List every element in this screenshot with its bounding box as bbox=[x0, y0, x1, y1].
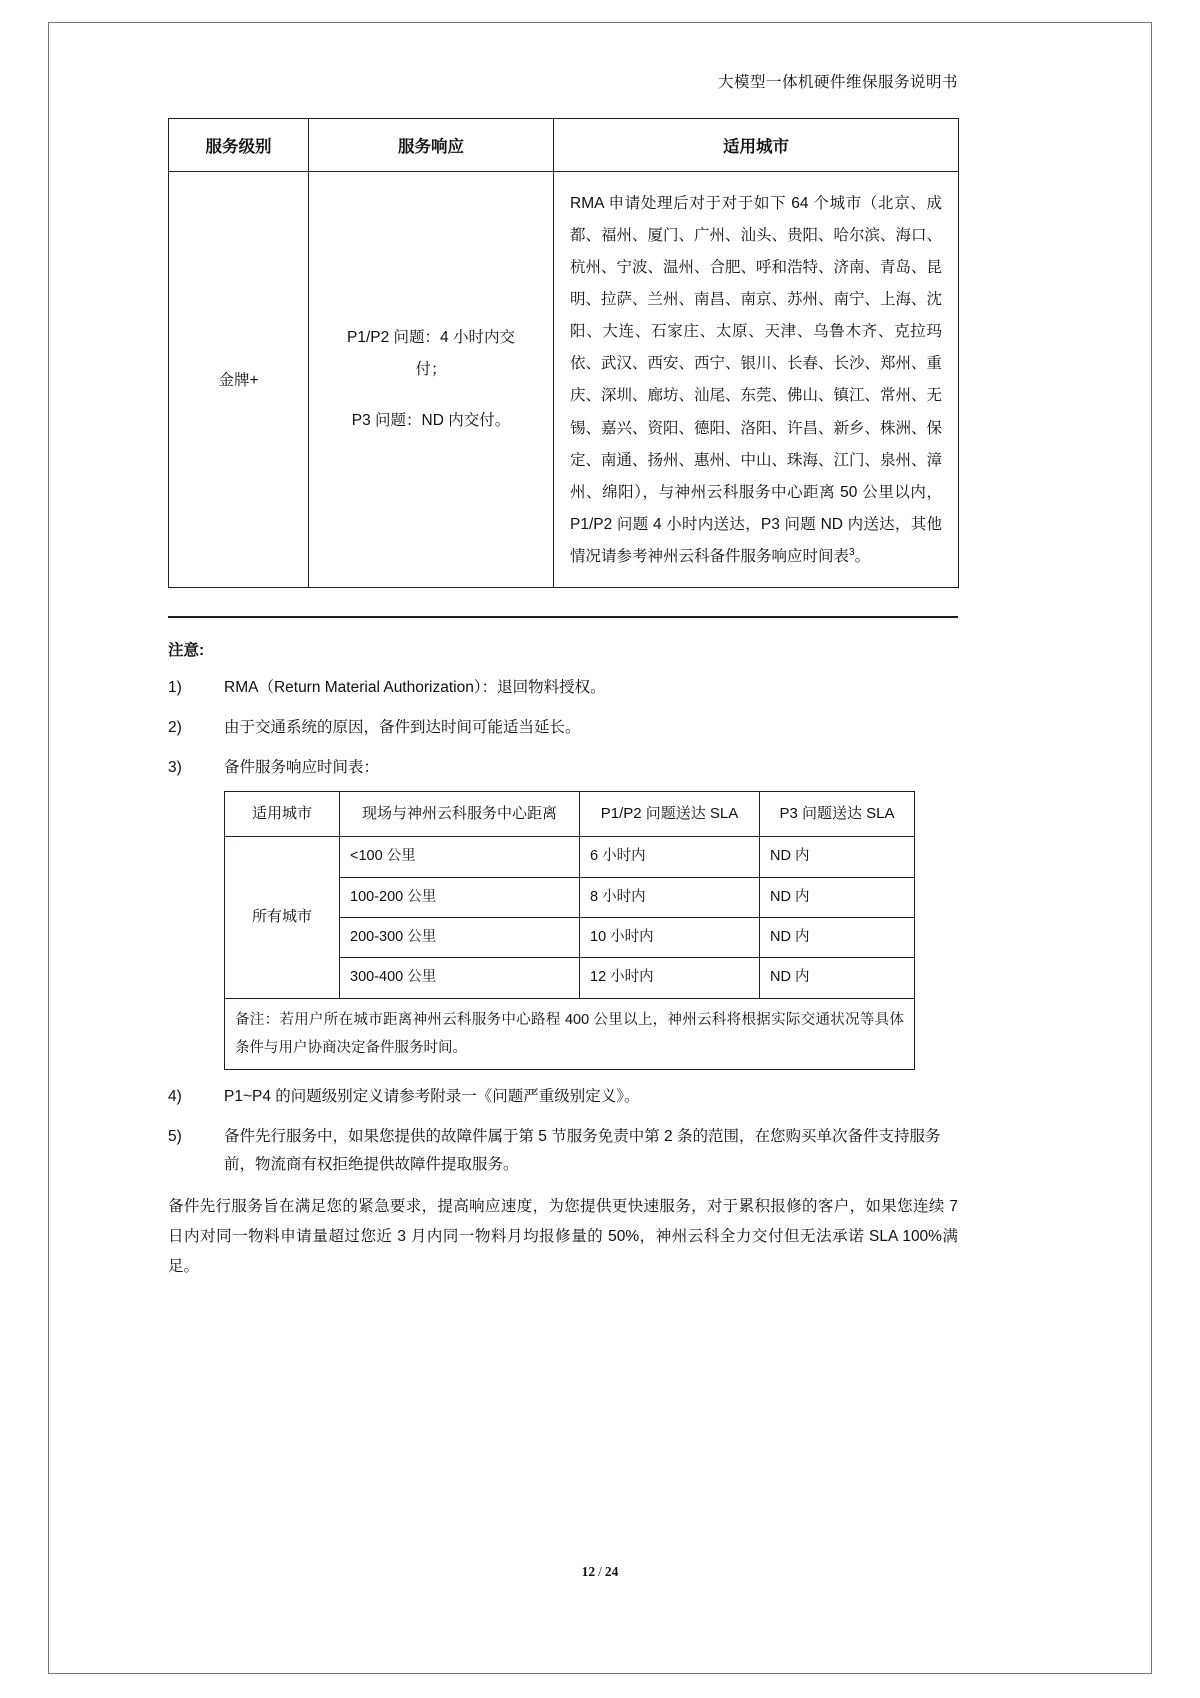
column-header-p3-sla: P3 问题送达 SLA bbox=[760, 792, 915, 837]
cell-distance: 300-400 公里 bbox=[340, 958, 580, 998]
list-marker: 1) bbox=[168, 678, 182, 696]
cell-p3-sla: ND 内 bbox=[760, 918, 915, 958]
list-item bbox=[168, 714, 958, 741]
list-marker: 2) bbox=[168, 719, 182, 737]
cell-applicable-cities bbox=[554, 172, 959, 588]
response-line-p3: P3 问题：ND 内交付。 bbox=[351, 411, 511, 429]
list-item-text: RMA（Return Material Authorization）：退回物料授权。 bbox=[224, 678, 606, 696]
list-item-text: P1~P4 的问题级别定义请参考附录一《问题严重级别定义》。 bbox=[224, 1088, 640, 1106]
column-header-applicable-cities: 适用城市 bbox=[554, 119, 959, 172]
list-item-text: 备件服务响应时间表： bbox=[224, 759, 380, 777]
cell-service-level: 金牌+ bbox=[169, 172, 309, 588]
document-header-title: 大模型一体机硬件维保服务说明书 bbox=[717, 73, 958, 91]
footer-separator: / bbox=[598, 1564, 602, 1579]
column-header-service-response: 服务响应 bbox=[309, 119, 554, 172]
cities-text: RMA 申请处理后对于对于如下 64 个城市（北京、成都、福州、厦门、广州、汕头、贵阳、哈尔滨、海口、杭州、宁波、温州、合肥、呼和浩特、济南、青岛、昆明、拉萨、兰州、南昌、南京、苏州、南宁、上海、沈阳、大连、石家庄、太原、天津、乌鲁木齐、克拉玛依、武汉、西安、西宁、银川、长春、长沙、郑州、重庆、深圳、廊坊、汕尾、东莞、佛山、镇江、常州、无锡、嘉兴、资阳、德阳、洛阳、许昌、新乡、株洲、保定、南通、扬州、惠州、中山、珠海、江门、泉州、漳州、绵阳），与神州云科服务中心距离 50 公里以内，P1/P2 问题 4 小时内送达，P3 问题 ND 内送达，其他情况请参考神州云科备件服务响应时间表 bbox=[570, 195, 943, 565]
notice-list bbox=[168, 674, 958, 1178]
table-row bbox=[225, 837, 915, 877]
table-header-row bbox=[225, 792, 915, 837]
table-row bbox=[169, 172, 959, 588]
page-footer bbox=[0, 1564, 1200, 1580]
footer-total-pages: 24 bbox=[604, 1564, 619, 1579]
closing-paragraph: 备件先行服务旨在满足您的紧急要求，提高响应速度，为您提供更快速服务，对于累积报修的客户，如果您连续 7 日内对同一物料申请量超过您近 3 月内同一物料月均报修量的 50%，神州云科全力交付但无法承诺 SLA 100%满足。 bbox=[168, 1197, 958, 1276]
notice-heading: 注意: bbox=[168, 641, 205, 659]
response-line-p1p2: P1/P2 问题：4 小时内交付； bbox=[347, 328, 515, 379]
cell-p3-sla: ND 内 bbox=[760, 877, 915, 917]
cities-footnote-marker: 3 bbox=[849, 546, 855, 558]
cell-distance: 100-200 公里 bbox=[340, 877, 580, 917]
list-marker: 5) bbox=[168, 1128, 182, 1146]
column-header-distance: 现场与神州云科服务中心距离 bbox=[340, 792, 580, 837]
cell-service-response bbox=[309, 172, 554, 588]
table-row-remark bbox=[225, 998, 915, 1070]
cell-p1p2-sla: 10 小时内 bbox=[580, 918, 760, 958]
list-item bbox=[168, 1083, 958, 1110]
list-item-text: 备件先行服务中，如果您提供的故障件属于第 5 节服务免责中第 2 条的范围，在您购买单次备件支持服务前，物流商有权拒绝提供故障件提取服务。 bbox=[224, 1128, 941, 1173]
column-header-p1p2-sla: P1/P2 问题送达 SLA bbox=[580, 792, 760, 837]
cell-city-all: 所有城市 bbox=[225, 837, 340, 999]
cell-p1p2-sla: 6 小时内 bbox=[580, 837, 760, 877]
cell-p3-sla: ND 内 bbox=[760, 958, 915, 998]
cell-p3-sla: ND 内 bbox=[760, 837, 915, 877]
list-marker: 4) bbox=[168, 1088, 182, 1106]
cell-remark: 备注：若用户所在城市距离神州云科服务中心路程 400 公里以上，神州云科将根据实际交通状况等具体条件与用户协商决定备件服务时间。 bbox=[225, 998, 915, 1070]
cell-distance: 200-300 公里 bbox=[340, 918, 580, 958]
page-content bbox=[168, 70, 958, 1298]
section-divider bbox=[168, 616, 958, 618]
column-header-city: 适用城市 bbox=[225, 792, 340, 837]
service-level-table bbox=[168, 118, 959, 588]
list-item bbox=[168, 1123, 958, 1177]
cities-text-end: 。 bbox=[854, 547, 871, 565]
list-marker: 3) bbox=[168, 759, 182, 777]
list-item-text: 由于交通系统的原因，备件到达时间可能适当延长。 bbox=[224, 719, 581, 737]
cell-distance: <100 公里 bbox=[340, 837, 580, 877]
table-header-row bbox=[169, 119, 959, 172]
sla-response-time-table bbox=[224, 791, 915, 1070]
list-item bbox=[168, 754, 958, 1070]
list-item bbox=[168, 674, 958, 701]
footer-current-page: 12 bbox=[581, 1564, 596, 1579]
cell-p1p2-sla: 8 小时内 bbox=[580, 877, 760, 917]
column-header-service-level: 服务级别 bbox=[169, 119, 309, 172]
cell-p1p2-sla: 12 小时内 bbox=[580, 958, 760, 998]
